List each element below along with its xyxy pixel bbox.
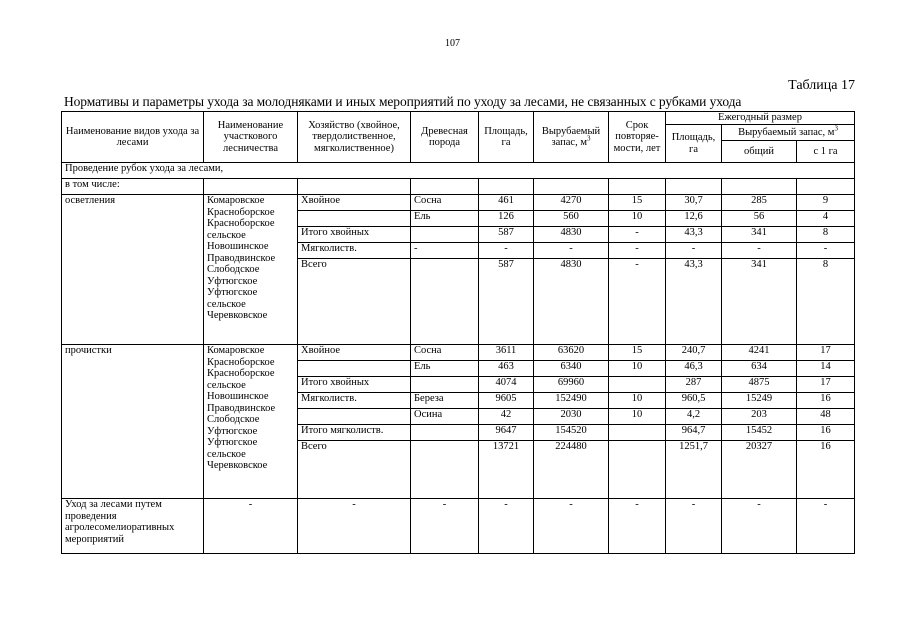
table-row [62, 345, 855, 361]
dash-cell: - [722, 499, 797, 554]
annual-area-cell: 287 [666, 377, 722, 393]
poroda-cell [411, 441, 479, 499]
dash-cell: - [298, 499, 411, 554]
dash-cell: - [479, 499, 534, 554]
annual-total-cell: 285 [722, 195, 797, 211]
annual-per-ha-cell: 9 [797, 195, 855, 211]
annual-per-ha-cell: 16 [797, 393, 855, 409]
period-cell [609, 425, 666, 441]
care-type-cell: прочистки [62, 345, 204, 499]
hozyaystvo-cell: Итого хвойных [298, 227, 411, 243]
annual-per-ha-cell: - [797, 243, 855, 259]
annual-total-cell: 20327 [722, 441, 797, 499]
poroda-cell: Осина [411, 409, 479, 425]
header-annual-total: общий [722, 141, 797, 163]
area-cell: 461 [479, 195, 534, 211]
poroda-cell [411, 259, 479, 345]
annual-total-cell: 341 [722, 259, 797, 345]
area-cell: 13721 [479, 441, 534, 499]
annual-per-ha-cell: 8 [797, 227, 855, 243]
area-cell: 9605 [479, 393, 534, 409]
dash-cell: - [204, 499, 298, 554]
hozyaystvo-cell: Всего [298, 259, 411, 345]
dash-cell: - [666, 499, 722, 554]
dash-cell: - [411, 499, 479, 554]
hozyaystvo-cell: Итого хвойных [298, 377, 411, 393]
hozyaystvo-cell: Мягколиств. [298, 243, 411, 259]
stock-cell: 6340 [534, 361, 609, 377]
area-cell: 126 [479, 211, 534, 227]
hozyaystvo-cell: Итого мягколиств. [298, 425, 411, 441]
stock-cell: 63620 [534, 345, 609, 361]
annual-total-cell: 15249 [722, 393, 797, 409]
header-view-type: Наименование видов ухода за лесами [62, 112, 204, 163]
header-annual-area: Площадь, га [666, 125, 722, 163]
annual-total-cell: 56 [722, 211, 797, 227]
annual-per-ha-cell: 14 [797, 361, 855, 377]
header-poroda: Древесная порода [411, 112, 479, 163]
stock-cell: 2030 [534, 409, 609, 425]
poroda-cell: - [411, 243, 479, 259]
stock-cell: 4270 [534, 195, 609, 211]
header-area: Площадь, га [479, 112, 534, 163]
norms-table [61, 111, 855, 554]
annual-area-cell: - [666, 243, 722, 259]
table-label: Таблица 17 [788, 78, 855, 93]
hozyaystvo-cell: Мягколиств. [298, 393, 411, 409]
area-cell: 9647 [479, 425, 534, 441]
hozyaystvo-cell: Хвойное [298, 345, 411, 361]
poroda-cell: Ель [411, 211, 479, 227]
annual-total-cell: 4241 [722, 345, 797, 361]
annual-area-cell: 30,7 [666, 195, 722, 211]
annual-total-cell: - [722, 243, 797, 259]
including-row: в том числе: [62, 179, 204, 195]
annual-area-cell: 1251,7 [666, 441, 722, 499]
annual-total-cell: 4875 [722, 377, 797, 393]
lesnichestva-cell: Комаровское Красноборское Красноборское сельское Новошинское Праводвинское Слободское Уфтюгское Уфтюгское сельское Черевковское [204, 345, 298, 499]
stock-cell: 154520 [534, 425, 609, 441]
annual-per-ha-cell: 17 [797, 345, 855, 361]
table-title: Нормативы и параметры ухода за молодняками и иных мероприятий по уходу за лесами, не связанных с рубками ухода [64, 94, 742, 109]
hozyaystvo-cell [298, 409, 411, 425]
annual-area-cell: 43,3 [666, 259, 722, 345]
poroda-cell: Ель [411, 361, 479, 377]
header-lesnichestvo: Наименование участкового лесничества [204, 112, 298, 163]
area-cell: 587 [479, 259, 534, 345]
area-cell: 463 [479, 361, 534, 377]
hozyaystvo-cell: Хвойное [298, 195, 411, 211]
annual-area-cell: 43,3 [666, 227, 722, 243]
hozyaystvo-cell: Всего [298, 441, 411, 499]
care-type-cell: осветления [62, 195, 204, 345]
period-cell: 10 [609, 409, 666, 425]
poroda-cell: Сосна [411, 195, 479, 211]
period-cell: 10 [609, 361, 666, 377]
header-annual: Ежегодный размер [666, 112, 855, 125]
stock-cell: - [534, 243, 609, 259]
header-stock: Вырубаемый запас, $м^3$ [534, 112, 609, 163]
stock-cell: 560 [534, 211, 609, 227]
area-cell: 42 [479, 409, 534, 425]
annual-area-cell: 46,3 [666, 361, 722, 377]
period-cell: - [609, 227, 666, 243]
poroda-cell: Береза [411, 393, 479, 409]
annual-total-cell: 15452 [722, 425, 797, 441]
header-period: Срок повторяе-мости, лет [609, 112, 666, 163]
period-cell: 15 [609, 195, 666, 211]
header-annual-per-ha: с 1 га [797, 141, 855, 163]
poroda-cell [411, 425, 479, 441]
annual-per-ha-cell: 17 [797, 377, 855, 393]
annual-per-ha-cell: 8 [797, 259, 855, 345]
dash-cell: - [534, 499, 609, 554]
dash-cell: - [609, 499, 666, 554]
section-row: Проведение рубок ухода за лесами, [62, 163, 855, 179]
header-annual-stock: Вырубаемый запас, $м^3$ [722, 125, 855, 141]
period-cell: 10 [609, 211, 666, 227]
period-cell: 15 [609, 345, 666, 361]
area-cell: 3611 [479, 345, 534, 361]
table-row [62, 499, 855, 554]
poroda-cell [411, 227, 479, 243]
stock-cell: 152490 [534, 393, 609, 409]
annual-area-cell: 960,5 [666, 393, 722, 409]
hozyaystvo-cell [298, 211, 411, 227]
header-hozyaystvo: Хозяйство (хвойное, твердолиственное, мягколиственное) [298, 112, 411, 163]
stock-cell: 4830 [534, 227, 609, 243]
annual-total-cell: 341 [722, 227, 797, 243]
period-cell [609, 377, 666, 393]
stock-cell: 4830 [534, 259, 609, 345]
page-number: 107 [445, 38, 460, 49]
poroda-cell: Сосна [411, 345, 479, 361]
annual-total-cell: 634 [722, 361, 797, 377]
period-cell: - [609, 243, 666, 259]
lesnichestva-cell: Комаровское Красноборское Красноборское сельское Новошинское Праводвинское Слободское Уфтюгское Уфтюгское сельское Черевковское [204, 195, 298, 345]
dash-cell: - [797, 499, 855, 554]
annual-area-cell: 240,7 [666, 345, 722, 361]
stock-cell: 69960 [534, 377, 609, 393]
area-cell: 587 [479, 227, 534, 243]
annual-area-cell: 964,7 [666, 425, 722, 441]
table-body [62, 163, 855, 554]
annual-area-cell: 12,6 [666, 211, 722, 227]
annual-per-ha-cell: 16 [797, 441, 855, 499]
stock-cell: 224480 [534, 441, 609, 499]
area-cell: - [479, 243, 534, 259]
care-type-cell: Уход за лесами путем проведения агролесомелиоративных мероприятий [62, 499, 204, 554]
table-row [62, 195, 855, 211]
poroda-cell [411, 377, 479, 393]
annual-per-ha-cell: 48 [797, 409, 855, 425]
annual-per-ha-cell: 16 [797, 425, 855, 441]
annual-per-ha-cell: 4 [797, 211, 855, 227]
annual-area-cell: 4,2 [666, 409, 722, 425]
hozyaystvo-cell [298, 361, 411, 377]
period-cell: 10 [609, 393, 666, 409]
period-cell: - [609, 259, 666, 345]
annual-total-cell: 203 [722, 409, 797, 425]
period-cell [609, 441, 666, 499]
area-cell: 4074 [479, 377, 534, 393]
